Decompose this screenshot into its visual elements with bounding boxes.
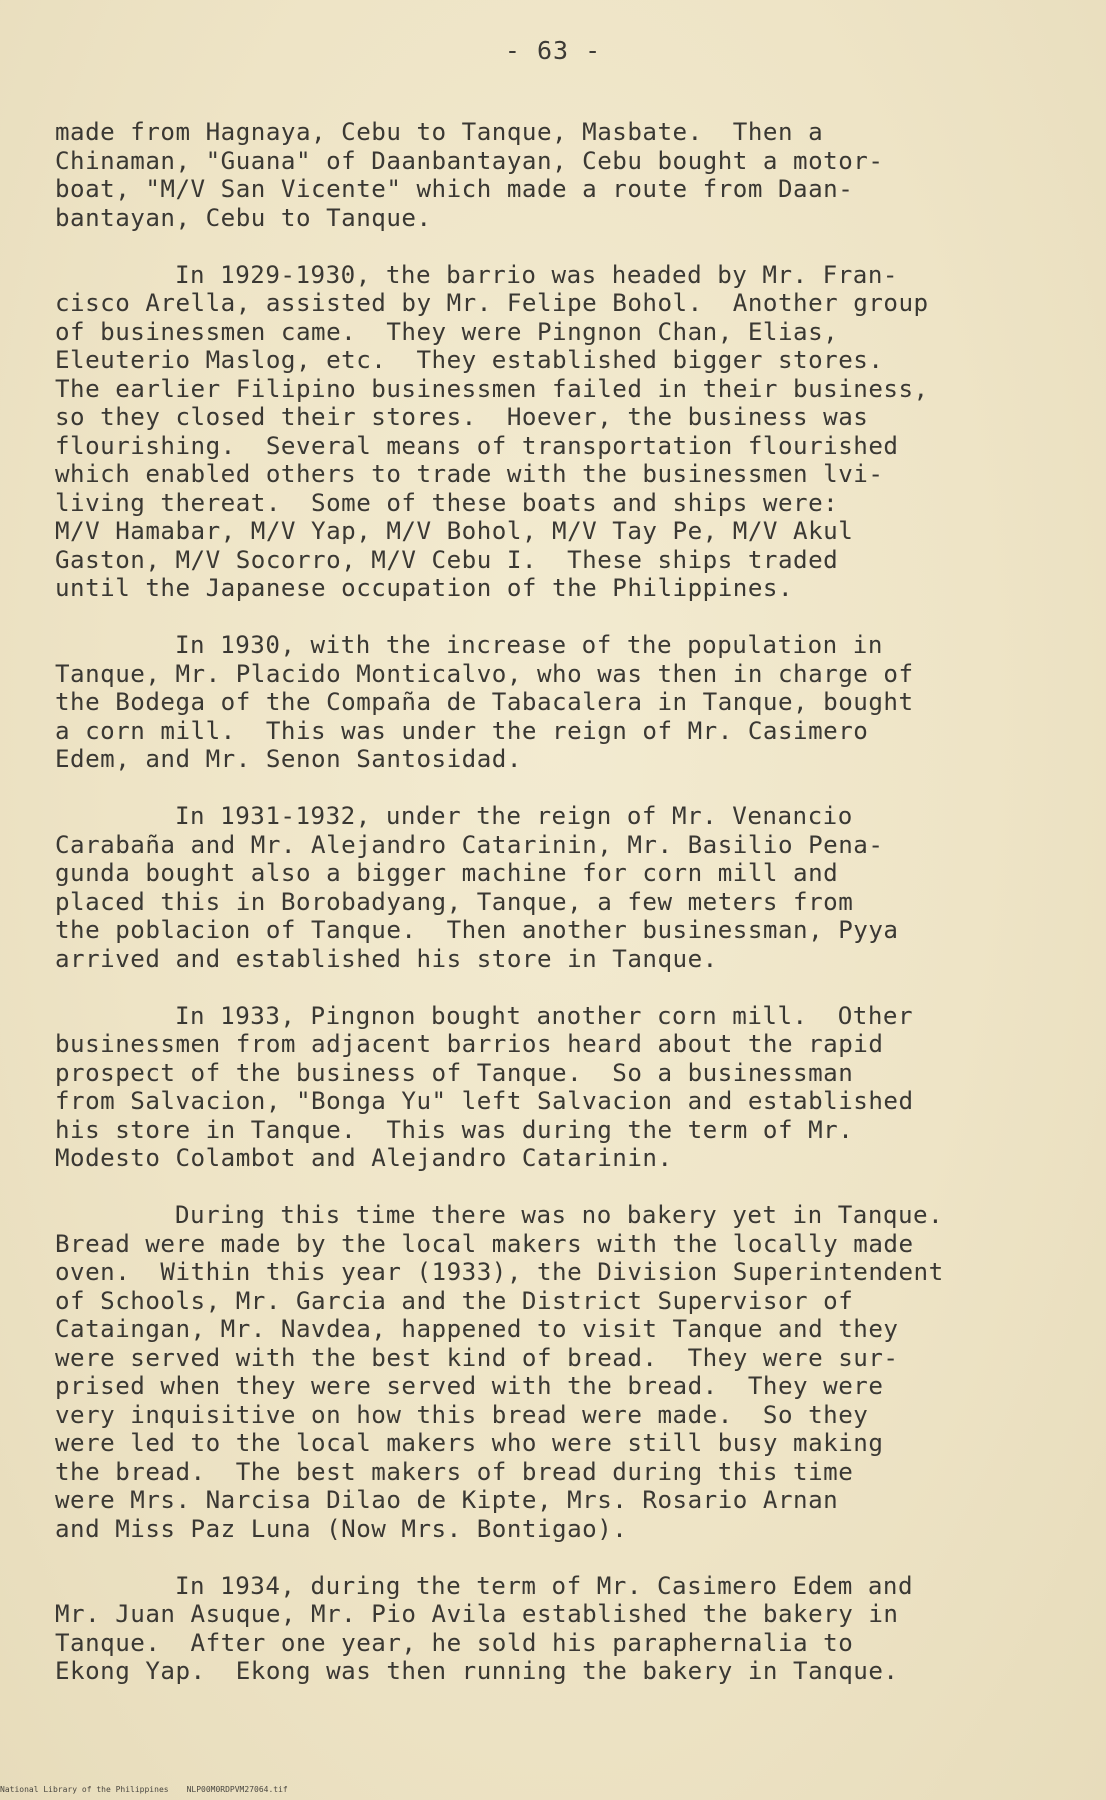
paragraph-line: which enabled others to trade with the businessmen lvi- bbox=[55, 460, 884, 488]
paragraph-line: oven. Within this year (1933), the Division Superintendent bbox=[55, 1258, 944, 1286]
paragraph-line: Chinaman, "Guana" of Daanbantayan, Cebu bought a motor- bbox=[55, 146, 884, 175]
paragraph-line: were Mrs. Narcisa Dilao de Kipte, Mrs. Rosario Arnan bbox=[55, 1486, 839, 1514]
paragraph-line: In 1933, Pingnon bought another corn mill. Other bbox=[175, 1001, 914, 1030]
paragraph-line: very inquisitive on how this bread were made. So they bbox=[55, 1400, 869, 1429]
paragraph-line: of Schools, Mr. Garcia and the District Supervisor of bbox=[55, 1286, 854, 1315]
paragraph-line: M/V Hamabar, M/V Yap, M/V Bohol, M/V Tay Pe, M/V Akul bbox=[55, 517, 854, 545]
paragraph-line: until the Japanese occupation of the Philippines. bbox=[55, 574, 794, 602]
paragraph-line: gunda bought also a bigger machine for corn mill and bbox=[55, 859, 839, 887]
paragraph-line: In 1931-1932, under the reign of Mr. Venancio bbox=[175, 802, 853, 830]
paragraph-line: Tanque. After one year, he sold his paraphernalia to bbox=[55, 1628, 854, 1657]
paragraph bbox=[55, 1572, 1075, 1686]
paragraph bbox=[55, 802, 1075, 973]
paragraph bbox=[55, 1002, 1075, 1173]
paragraph-line: Mr. Juan Asuque, Mr. Pio Avila established the bakery in bbox=[55, 1600, 899, 1628]
paragraph-line: his store in Tanque. This was during the term of Mr. bbox=[55, 1115, 854, 1144]
paragraph-line: prised when they were served with the bread. They were bbox=[55, 1372, 884, 1400]
paragraph bbox=[55, 1201, 1075, 1543]
paragraph-line: a corn mill. This was under the reign of Mr. Casimero bbox=[55, 716, 869, 745]
paragraph-line: from Salvacion, "Bonga Yu" left Salvacion and established bbox=[55, 1087, 914, 1115]
paragraph-line: were led to the local makers who were still busy making bbox=[55, 1429, 884, 1457]
paragraph-line: boat, "M/V San Vicente" which made a route from Daan- bbox=[55, 175, 854, 203]
paragraph-line: Tanque, Mr. Placido Monticalvo, who was then in charge of bbox=[55, 659, 914, 688]
footer-library: National Library of the Philippines bbox=[0, 1785, 169, 1794]
paragraph-line: the bread. The best makers of bread during this time bbox=[55, 1457, 854, 1486]
paragraph-line: Modesto Colambot and Alejandro Catarinin. bbox=[55, 1144, 673, 1172]
paragraph-line: cisco Arella, assisted by Mr. Felipe Bohol. Another group bbox=[55, 289, 929, 317]
paragraph-line: Carabaña and Mr. Alejandro Catarinin, Mr. Basilio Pena- bbox=[55, 830, 884, 859]
paragraph-line: arrived and established his store in Tanque. bbox=[55, 944, 718, 973]
paragraph-line: In 1934, during the term of Mr. Casimero Edem and bbox=[175, 1571, 914, 1600]
body-text bbox=[55, 118, 1075, 1714]
paragraph-line: so they closed their stores. Hoever, the business was bbox=[55, 403, 869, 431]
paragraph-line: were served with the best kind of bread. They were sur- bbox=[55, 1343, 899, 1372]
footer-file-id: NLP00M0RDPVM27064.tif bbox=[186, 1785, 288, 1794]
paragraph-line: of businessmen came. They were Pingnon Chan, Elias, bbox=[55, 317, 839, 346]
page-number: - 63 - bbox=[504, 36, 602, 65]
paragraph-line: businessmen from adjacent barrios heard about the rapid bbox=[55, 1030, 884, 1058]
paragraph-line: living thereat. Some of these boats and ships were: bbox=[55, 488, 839, 517]
paragraph-line: In 1930, with the increase of the population in bbox=[175, 631, 883, 659]
paragraph-line: The earlier Filipino businessmen failed in their business, bbox=[55, 374, 929, 403]
paragraph bbox=[55, 261, 1075, 603]
paragraph-line: Edem, and Mr. Senon Santosidad. bbox=[55, 745, 522, 773]
paragraph-line: prospect of the business of Tanque. So a businessman bbox=[55, 1058, 854, 1087]
paragraph-line: Bread were made by the local makers with the locally made bbox=[55, 1229, 914, 1258]
paragraph-line: placed this in Borobadyang, Tanque, a few meters from bbox=[55, 887, 854, 916]
paragraph bbox=[55, 631, 1075, 774]
paragraph-line: Gaston, M/V Socorro, M/V Cebu I. These ships traded bbox=[55, 545, 839, 574]
paragraph-line: Cataingan, Mr. Navdea, happened to visit Tanque and they bbox=[55, 1315, 899, 1343]
paragraph-line: In 1929-1930, the barrio was headed by Mr. Fran- bbox=[175, 260, 898, 289]
paragraph bbox=[55, 118, 1075, 232]
paragraph-line: Ekong Yap. Ekong was then running the bakery in Tanque. bbox=[55, 1657, 899, 1685]
paragraph-line: bantayan, Cebu to Tanque. bbox=[55, 203, 432, 232]
paragraph-line: made from Hagnaya, Cebu to Tanque, Masbate. Then a bbox=[55, 118, 824, 146]
paragraph-line: and Miss Paz Luna (Now Mrs. Bontigao). bbox=[55, 1514, 628, 1543]
paragraph-line: flourishing. Several means of transportation flourished bbox=[55, 431, 899, 460]
paragraph-line: the Bodega of the Compaña de Tabacalera in Tanque, bought bbox=[55, 688, 914, 716]
paragraph-line: During this time there was no bakery yet in Tanque. bbox=[175, 1201, 944, 1229]
paragraph-line: the poblacion of Tanque. Then another businessman, Pyya bbox=[55, 916, 899, 944]
scan-footer bbox=[0, 1785, 288, 1794]
paragraph-line: Eleuterio Maslog, etc. They established bigger stores. bbox=[55, 346, 884, 374]
